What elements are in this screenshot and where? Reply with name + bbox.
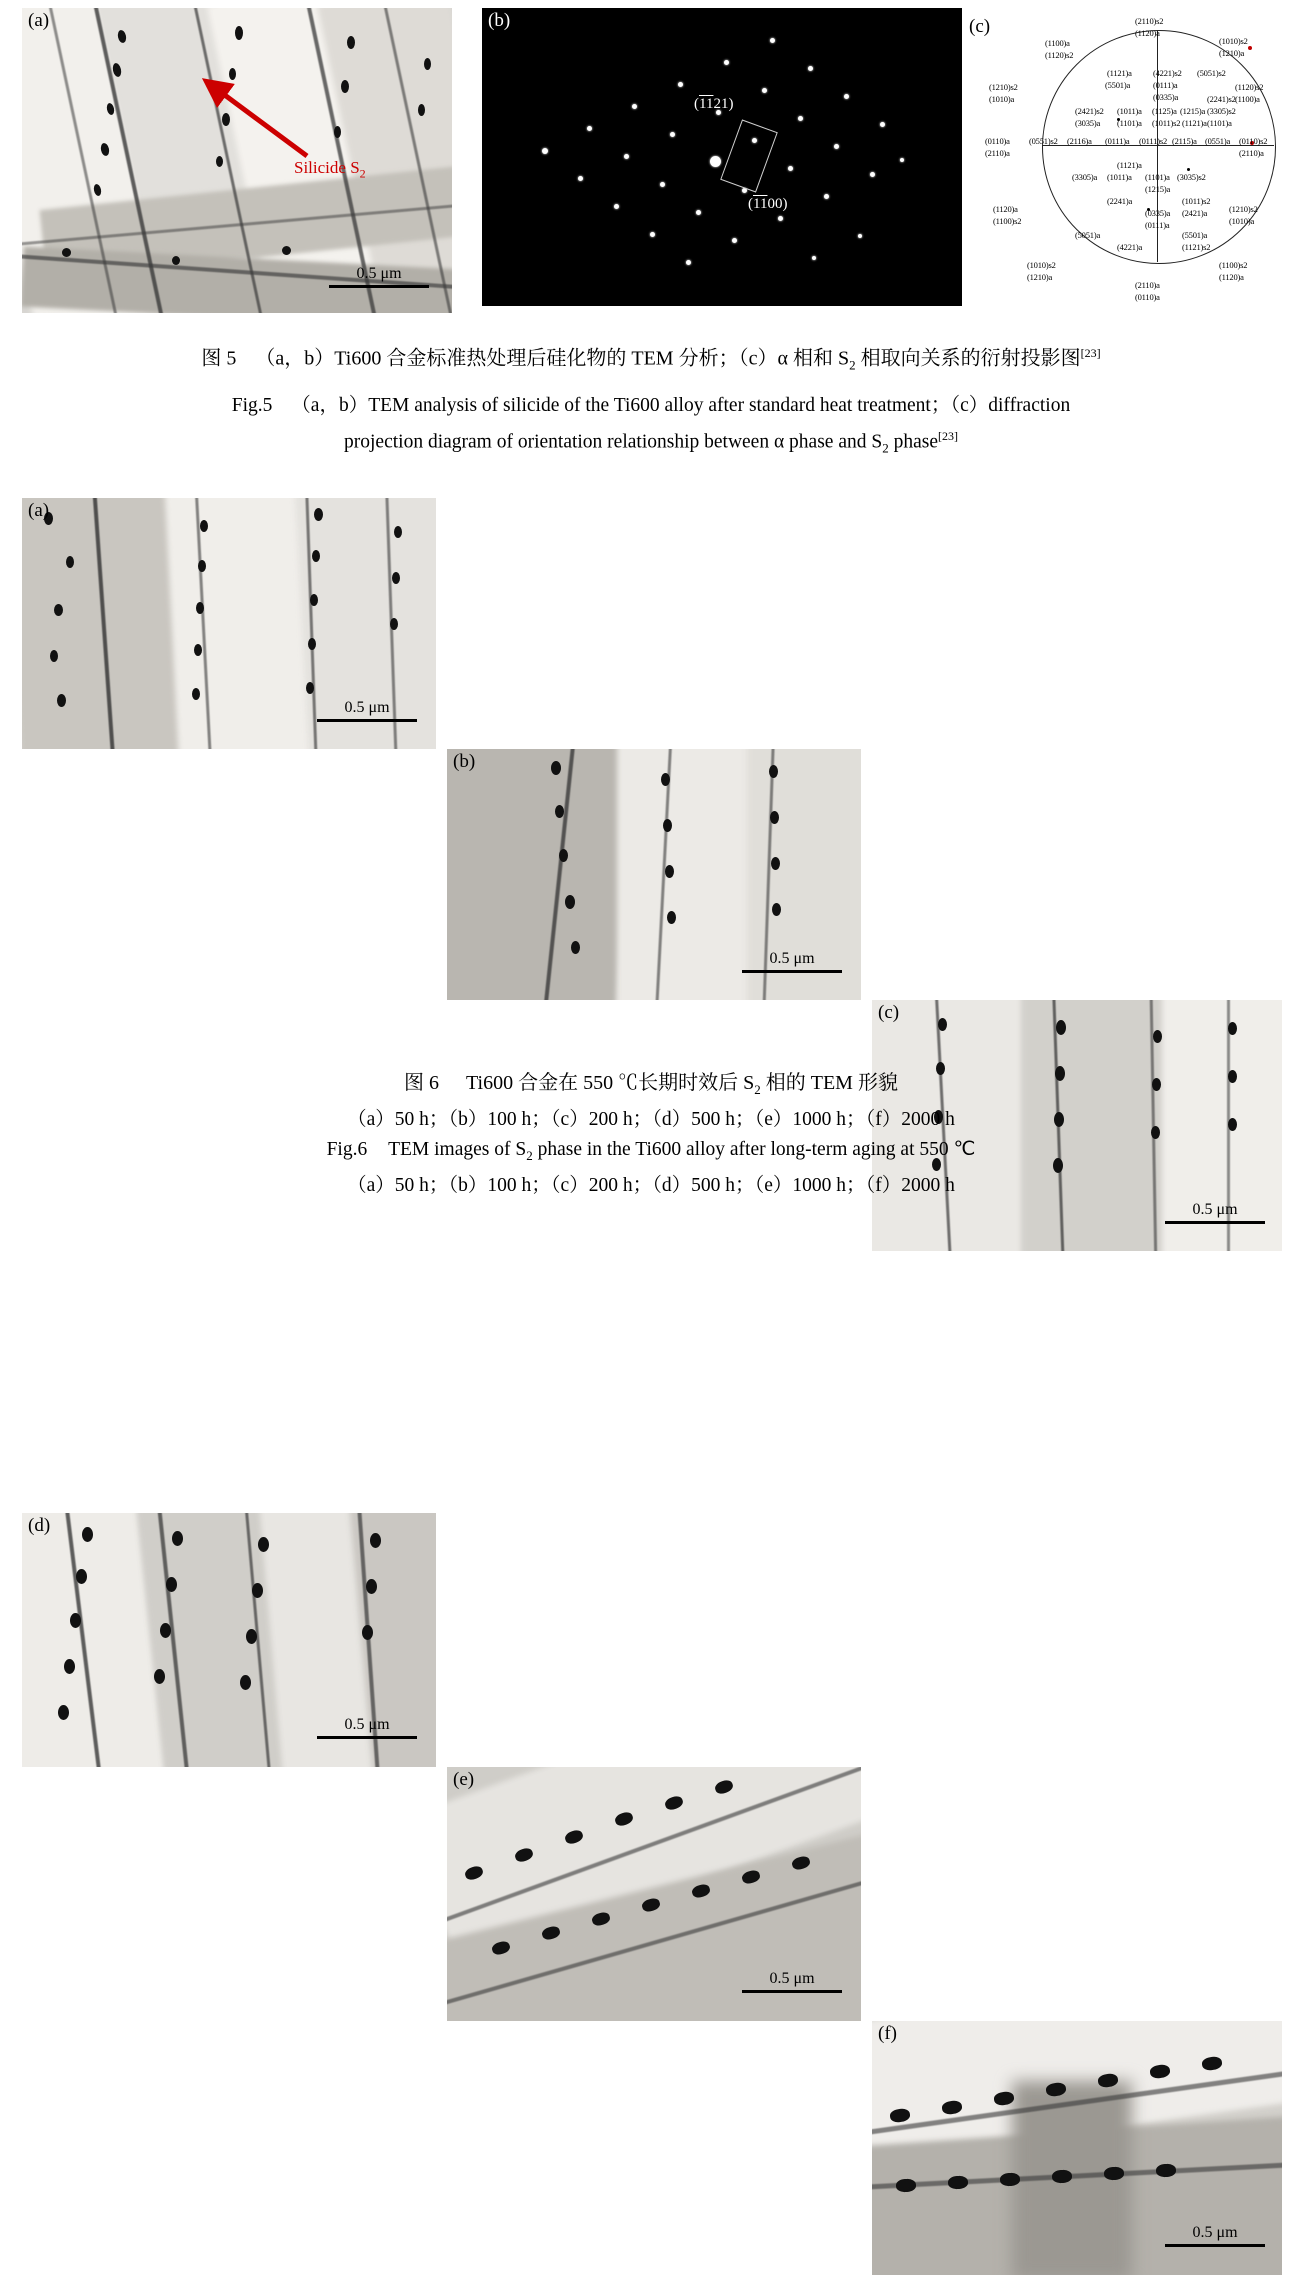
s2-precipitate (390, 618, 398, 630)
pole-label: (1210)s2 (989, 82, 1018, 92)
figure-6-caption (0, 1068, 1302, 1201)
figure-5-panel-c-label: (c) (969, 16, 991, 37)
s2-precipitate (769, 765, 778, 778)
pole-label: (1010)s2 (1027, 260, 1056, 270)
silicide-annotation (294, 158, 366, 181)
figure-6-panel-b-label: (b) (453, 751, 476, 772)
diffraction-spot (678, 82, 683, 87)
diffraction-spot (686, 260, 691, 265)
figure-6-panel-e-label: (e) (453, 1769, 475, 1790)
s2-precipitate (663, 819, 672, 832)
scale-bar-line (317, 1736, 417, 1739)
scale-bar-label: 0.5 μm (356, 265, 402, 282)
figure-5-panel-c (967, 8, 1282, 313)
figure-5-caption-cn-sub: 2 (849, 357, 856, 373)
pole-label: (1120)a (1219, 272, 1244, 282)
figure-6-caption-en-body-1: TEM images of S (388, 1139, 527, 1160)
s2-precipitate (661, 773, 670, 786)
figure-6-caption-cn-prefix: 图 6 (404, 1072, 440, 1094)
diffraction-spot (770, 38, 775, 43)
scale-bar (312, 1717, 422, 1739)
pole-label: (0111)a (1105, 136, 1130, 146)
s2-precipitate (571, 941, 580, 954)
scale-bar-line (1165, 2244, 1265, 2247)
figure-5-caption-en-line-2 (0, 421, 1302, 463)
scale-bar-label: 0.5 μm (344, 699, 390, 716)
diffraction-spot (870, 172, 875, 177)
s2-precipitate (246, 1629, 257, 1644)
diffraction-spot (724, 60, 729, 65)
pole-label: (0551)a (1205, 136, 1231, 146)
s2-precipitate (938, 1018, 947, 1031)
s2-precipitate (166, 1577, 177, 1592)
pole-label: (0111)a (1145, 220, 1170, 230)
diffraction-label-bottom: (1100) (748, 196, 788, 212)
s2-precipitate (154, 1669, 165, 1684)
s2-precipitate (314, 508, 323, 521)
diffraction-spot (732, 238, 737, 243)
s2-precipitate (771, 857, 780, 870)
s2-precipitate (394, 526, 402, 538)
scale-bar-label: 0.5 μm (769, 950, 815, 967)
s2-precipitate (310, 594, 318, 606)
s2-precipitate (312, 550, 320, 562)
pole-label: (3035)a (1075, 118, 1101, 128)
s2-precipitate (366, 1579, 377, 1594)
s2-precipitate (1056, 1020, 1066, 1035)
transmitted-beam-spot (710, 156, 721, 167)
figure-5-caption (0, 338, 1302, 463)
pole-label: (1100)a (1235, 94, 1260, 104)
scale-bar (312, 700, 422, 722)
pole-label: (2241)s2 (1207, 94, 1236, 104)
pole-label: (1100)a (1045, 38, 1070, 48)
s2-precipitate (1228, 1022, 1237, 1035)
s2-precipitate (252, 1583, 263, 1598)
pole-label: (1121)a (1182, 118, 1207, 128)
s2-precipitate (66, 556, 74, 568)
figure-5-caption-cn-sup: [23] (1080, 346, 1101, 360)
s2-precipitate (200, 520, 208, 532)
s2-precipitate (559, 849, 568, 862)
s2-precipitate (308, 638, 316, 650)
pole-label: (1011)a (1117, 106, 1142, 116)
pole-label: (4221)a (1117, 242, 1143, 252)
diffraction-spot (762, 88, 767, 93)
s2-precipitate (362, 1625, 373, 1640)
s2-precipitate (1153, 1030, 1162, 1043)
scale-bar-label: 0.5 μm (1192, 2224, 1238, 2241)
pole-label: (1210)s2 (1229, 204, 1258, 214)
s2-precipitate (555, 805, 564, 818)
figure-6-caption-cn-body-1: Ti600 合金在 550 ℃长期时效后 S (466, 1072, 755, 1094)
diffraction-spot (660, 182, 665, 187)
s2-precipitate (665, 865, 674, 878)
silicide-annotation-subscript: 2 (359, 166, 366, 181)
s2-precipitate (667, 911, 676, 924)
figure-5-caption-cn-body-2: 相取向关系的衍射投影图 (855, 347, 1081, 370)
pole-point (1187, 168, 1190, 171)
scale-bar-label: 0.5 μm (769, 1970, 815, 1987)
figure-6-caption-cn-sub: 2 (754, 1082, 761, 1097)
diffraction-spot (812, 256, 816, 260)
diffraction-spot (778, 216, 783, 221)
pole-label: (2421)s2 (1075, 106, 1104, 116)
pole-label: (1215)a (1145, 184, 1171, 194)
s2-precipitate (57, 694, 66, 707)
diffraction-spot (880, 122, 885, 127)
figure-6-caption-en-times: （a）50 h；（b）100 h；（c）200 h；（d）500 h；（e）1000 h；（f）2000 h (347, 1174, 955, 1196)
pole-label: (1011)s2 (1152, 118, 1181, 128)
diffraction-spot (844, 94, 849, 99)
s2-precipitate (172, 1531, 183, 1546)
figure-6-panel-d (22, 1513, 436, 1767)
pole-label: (1120)a (1135, 28, 1160, 38)
s2-precipitate (551, 761, 561, 775)
diffraction-spot (632, 104, 637, 109)
scale-bar-label: 0.5 μm (1192, 1201, 1238, 1218)
scale-bar-line (1165, 1221, 1265, 1224)
pole-label: (0335)a (1145, 208, 1171, 218)
s2-precipitate (258, 1537, 269, 1552)
diffraction-spot (624, 154, 629, 159)
s2-precipitate (82, 1527, 93, 1542)
pole-label: (1101)a (1145, 172, 1170, 182)
s2-precipitate (196, 602, 204, 614)
pole-label: (1125)a (1152, 106, 1177, 116)
pole-label: (1100)s2 (1219, 260, 1248, 270)
figure-5-caption-cn (0, 338, 1302, 381)
red-arrow-icon (22, 8, 452, 313)
pole-label: (4221)s2 (1153, 68, 1182, 78)
diffraction-label-top: (1121) (694, 96, 734, 112)
figure-6-caption-en-sub: 2 (526, 1147, 533, 1163)
diffraction-spot (808, 66, 813, 71)
figure-6-panel-f-label: (f) (878, 2023, 897, 2044)
figure-6-caption-cn-body-2: 相的 TEM 形貌 (760, 1072, 898, 1094)
pole-label: (1121)a (1117, 160, 1142, 170)
pole-point (1248, 46, 1252, 50)
s2-precipitate (70, 1613, 81, 1628)
pole-label: (5051)a (1075, 230, 1101, 240)
pole-label: (1120)s2 (1045, 50, 1074, 60)
s2-precipitate (392, 572, 400, 584)
pole-label: (1011)s2 (1182, 196, 1211, 206)
figure-6-panel-f (872, 2021, 1282, 2275)
figure-6-panel-e (447, 1767, 861, 2021)
figure-6-panel-c-label: (c) (878, 1002, 900, 1023)
pole-label: (1120)a (993, 204, 1018, 214)
scale-bar-line (742, 970, 842, 973)
figure-6-panel-b (447, 749, 861, 1000)
figure-5-panel-b (482, 8, 962, 306)
pole-label: (1100)s2 (993, 216, 1022, 226)
pole-label: (1010)a (1229, 216, 1255, 226)
pole-label: (0110)s2 (1239, 136, 1268, 146)
figure-5-panel-b-label: (b) (488, 10, 511, 31)
pole-label: (3305)a (1072, 172, 1098, 182)
scale-bar (737, 1971, 847, 1993)
diffraction-spot (858, 234, 862, 238)
figure-6-panel-a-label: (a) (28, 500, 50, 521)
figure-6-panel-d-label: (d) (28, 1515, 51, 1536)
scale-bar (737, 951, 847, 973)
scale-bar (1160, 1202, 1270, 1224)
diffraction-spot (824, 194, 829, 199)
pole-label: (2116)a (1067, 136, 1092, 146)
scale-bar-line (742, 1990, 842, 1993)
pole-label: (5501)a (1182, 230, 1208, 240)
s2-precipitate (54, 604, 63, 616)
pole-label: (1010)s2 (1219, 36, 1248, 46)
figure-6-caption-en-body-2: phase in the Ti600 alloy after long-term aging at 550 ℃ (532, 1139, 976, 1160)
s2-precipitate (770, 811, 779, 824)
pole-label: (1011)a (1107, 172, 1132, 182)
diffraction-spot (788, 166, 793, 171)
figure-5-image-row (22, 8, 1282, 313)
figure-5-caption-en-line-1 (0, 391, 1302, 421)
s2-precipitate (160, 1623, 171, 1638)
s2-precipitate (772, 903, 781, 916)
pole-label: (1215)a (1180, 106, 1206, 116)
figure-6-caption-cn-times: （a）50 h；（b）100 h；（c）200 h；（d）500 h；（e）1000 h；（f）2000 h (347, 1109, 955, 1130)
diffraction-spot (587, 126, 592, 131)
pole-label: (0110)a (985, 136, 1010, 146)
diffraction-spot (696, 210, 701, 215)
s2-precipitate (64, 1659, 75, 1674)
pole-label: (2110)s2 (1135, 16, 1164, 26)
figure-5-caption-en-sub: 2 (882, 440, 889, 456)
s2-precipitate (306, 682, 314, 694)
figure-5-panel-a-label: (a) (28, 10, 50, 31)
pole-label: (0110)a (1135, 292, 1160, 302)
diffraction-spot (900, 158, 904, 162)
pole-label: (2110)a (985, 148, 1010, 158)
figure-5-panel-a (22, 8, 452, 313)
figure-5-caption-en-body-1: （a，b）TEM analysis of silicide of the Ti600 alloy after standard heat treatment；（c）diffraction (291, 394, 1071, 416)
s2-precipitate (192, 688, 200, 700)
s2-precipitate (50, 650, 58, 662)
pole-label: (2115)a (1172, 136, 1197, 146)
s2-precipitate (58, 1705, 69, 1720)
pole-label: (1120)s2 (1235, 82, 1264, 92)
figure-5-caption-en-prefix: Fig.5 (231, 394, 273, 416)
diffraction-spot (834, 144, 839, 149)
pole-label: (1101)a (1117, 118, 1142, 128)
s2-precipitate (194, 644, 202, 656)
pole-label: (3305)s2 (1207, 106, 1236, 116)
pole-label: (0335)a (1153, 92, 1179, 102)
figure-5-caption-en-body-2: projection diagram of orientation relationship between α phase and S (344, 431, 883, 453)
pole-label: (2110)a (1239, 148, 1264, 158)
pole-label: (1121)s2 (1182, 242, 1211, 252)
pole-label: (0111)s2 (1139, 136, 1167, 146)
figure-5-caption-cn-prefix: 图 5 (201, 347, 237, 370)
figure-5-caption-cn-body-1: （a，b）Ti600 合金标准热处理后硅化物的 TEM 分析；（c）α 相和 S (255, 347, 850, 370)
diffraction-spot (650, 232, 655, 237)
figure-5-caption-en-sup: [23] (937, 428, 958, 443)
figure-5-caption-en-body-3: phase (888, 431, 938, 453)
pole-label: (1101)a (1207, 118, 1232, 128)
diffraction-spot (542, 148, 548, 154)
figure-6-caption-en-prefix: Fig.6 (326, 1139, 368, 1160)
diffraction-spot (614, 204, 619, 209)
diffraction-spot (670, 132, 675, 137)
s2-precipitate (76, 1569, 87, 1584)
pole-label: (0551)s2 (1029, 136, 1058, 146)
pole-label: (1210)a (1027, 272, 1053, 282)
figure-6-caption-cn (0, 1068, 1302, 1105)
diffraction-spot (798, 116, 803, 121)
pole-label: (0111)a (1153, 80, 1178, 90)
scale-bar-label: 0.5 μm (344, 1716, 390, 1733)
scale-bar-line (317, 719, 417, 722)
pole-label: (1010)a (989, 94, 1015, 104)
pole-label: (2241)a (1107, 196, 1133, 206)
grain-region (447, 749, 640, 1000)
diffraction-spot (578, 176, 583, 181)
s2-precipitate (240, 1675, 251, 1690)
indexing-box (720, 119, 778, 192)
pole-label: (2110)a (1135, 280, 1160, 290)
scale-bar (1160, 2225, 1270, 2247)
pole-label: (2421)a (1182, 208, 1208, 218)
pole-label: (5501)a (1105, 80, 1131, 90)
figure-6-caption-en (0, 1135, 1302, 1171)
pole-label: (1210)a (1219, 48, 1245, 58)
figure-6-panel-a (22, 498, 436, 749)
pole-label: (5051)s2 (1197, 68, 1226, 78)
s2-precipitate (565, 895, 575, 909)
s2-precipitate (198, 560, 206, 572)
pole-label: (3035)s2 (1177, 172, 1206, 182)
s2-precipitate (370, 1533, 381, 1548)
pole-label: (1121)a (1107, 68, 1132, 78)
silicide-annotation-text: Silicide S (294, 158, 360, 177)
